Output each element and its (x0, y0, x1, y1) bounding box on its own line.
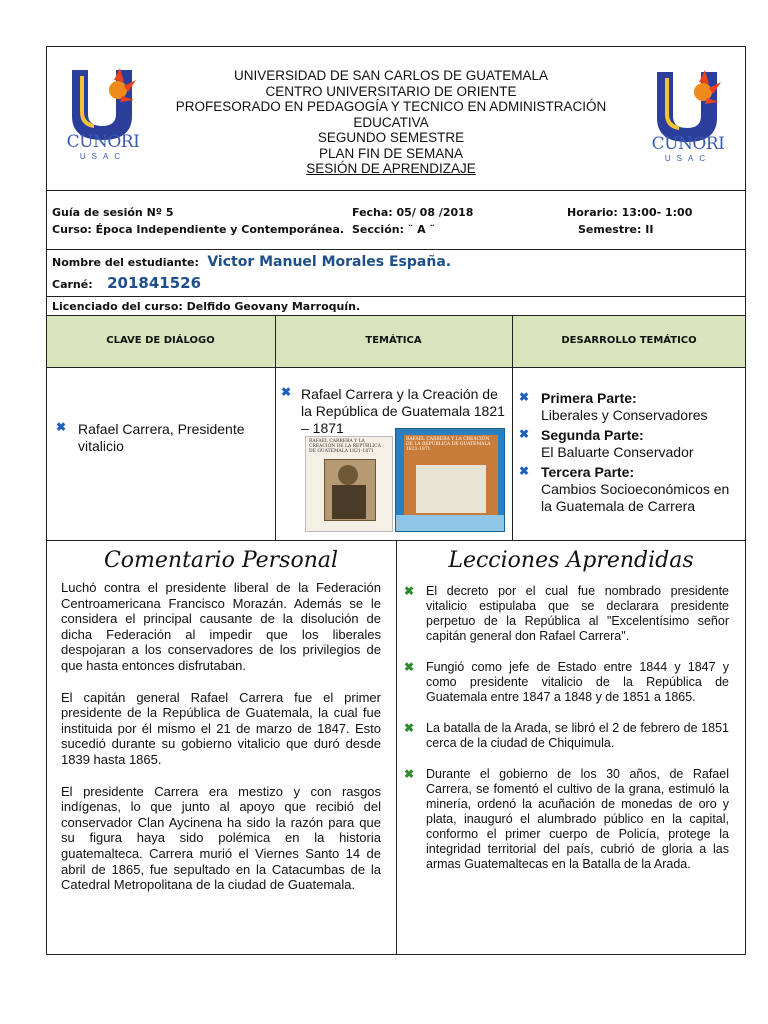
desarrollo-item (519, 464, 739, 515)
header-program-cont: EDUCATIVA (353, 114, 429, 130)
comentario-paragraph: Luchó contra el presidente liberal de la Federación Centroamericana Francisco Morazán. Además se le considera el principal causante de la disolución de dicha Federación al impedir que los liberales despojaran a los conservadores de los privilegios de que hasta entonces disfrutaban. (61, 580, 381, 673)
desarrollo-item-text: El Baluarte Conservador (541, 444, 694, 460)
comentario-paragraph: El presidente Carrera era mestizo y con rasgos indígenas, lo que junto al apoyo que recibió del conservador Clan Aycinena ha sido la razón para que su figura haya sido polémica en la historia guatemalteca. Carrera murió el Viernes Santo 14 de abril de 1865, fue sepultado en la Catacumbas de la Catedral Metropolitana de la ciudad de Guatemala. (61, 783, 381, 893)
logo-text-left: CUNORI (66, 132, 140, 152)
desarrollo-item-title: Segunda Parte: (541, 427, 644, 443)
book-title: RAFAEL CARRERA Y LA CREACIÓN DE LA REPÚBLICA DE GUATEMALA 1821-1871 (406, 437, 491, 452)
logo-text-right: CUNORI (651, 134, 725, 154)
curso-label: Curso: Época Independiente y Contemporánea. (52, 223, 345, 236)
carne-row (52, 274, 201, 293)
header-text (150, 68, 632, 177)
student-name-row (52, 253, 451, 271)
comentario-paragraph: El capitán general Rafael Carrera fue el primer presidente de la República de Guatemala, la cual fue instituida por él mismo el 21 de marzo de 1847. Esto sucedió durante su gobierno vitalicio que duró desde 1839 hasta 1865. (61, 689, 381, 767)
bottom-divider (396, 540, 397, 955)
x-bullet-icon: ✖ (519, 427, 530, 441)
desarrollo-item (519, 427, 739, 461)
header-session: SESIÓN DE APRENDIZAJE (306, 161, 476, 176)
header-university: UNIVERSIDAD DE SAN CARLOS DE GUATEMALA (233, 68, 549, 83)
header-plan: PLAN FIN DE SEMANA (318, 145, 464, 161)
comentario-title: Comentario Personal (103, 548, 339, 573)
semestre-label: Semestre: II (578, 223, 654, 236)
lecciones-title: Lecciones Aprendidas (448, 548, 694, 573)
leccion-item (404, 721, 729, 751)
logo-subtext-right: USAC (664, 154, 712, 163)
x-bullet-icon: ✖ (56, 420, 67, 434)
logo-subtext-left: USAC (79, 152, 127, 161)
header-program: PROFESORADO EN PEDAGOGÍA Y TECNICO EN ADMINISTRACIÓN (175, 99, 607, 114)
leccion-text: La batalla de la Arada, se libró el 2 de febrero de 1851 cerca de la ciudad de Chiquimula. (426, 721, 729, 750)
desarrollo-item-text: Cambios Socioeconómicos en la Guatemala de Carrera (541, 481, 730, 514)
cunori-logo-left (58, 66, 148, 162)
cunori-logo-right (643, 68, 733, 164)
x-bullet-icon: ✖ (519, 464, 530, 478)
clave-text: Rafael Carrera, Presidente vitalicio (78, 421, 245, 454)
desarrollo-item-title: Primera Parte: (541, 390, 637, 406)
guia-label: Guía de sesión Nº 5 (52, 206, 174, 219)
carne-value: 201841526 (107, 274, 202, 292)
seccion-label: Sección: ¨ A ¨ (352, 223, 435, 236)
comentario-body (61, 580, 381, 893)
x-bullet-icon: ✖ (519, 390, 530, 404)
desarrollo-item (519, 390, 739, 424)
fecha-label: Fecha: 05/ 08 /2018 (352, 206, 474, 219)
desarrollo-list (519, 390, 739, 515)
x-bullet-icon: ✖ (404, 721, 415, 735)
leccion-text: Fungió como jefe de Estado entre 1844 y 1847 y como presidente vitalicio de la República de Guatemala entre 1847 a 1848 y de 1851 a 1865. (426, 660, 729, 704)
lecciones-list (404, 584, 729, 872)
x-bullet-icon: ✖ (404, 660, 415, 674)
leccion-item (404, 660, 729, 705)
book-cover-image (305, 436, 393, 532)
x-bullet-icon: ✖ (404, 767, 415, 781)
header-clave: CLAVE DE DIÁLOGO (106, 335, 215, 346)
book-cover-image (395, 428, 505, 532)
desarrollo-item-title: Tercera Parte: (541, 464, 635, 480)
leccion-item (404, 767, 729, 872)
student-name-label: Nombre del estudiante: (52, 256, 199, 269)
tematica-text: Rafael Carrera y la Creación de la República de Guatemala 1821 – 1871 (301, 386, 505, 436)
info-box (46, 190, 746, 250)
header-desarrollo: DESARROLLO TEMÁTICO (561, 335, 697, 346)
leccion-text: El decreto por el cual fue nombrado presidente vitalicio estipulaba que se declarara presidente perpetuo de la República al "Excelentísimo señor capitán general don Rafael Carrera". (426, 584, 729, 643)
student-name-value: Victor Manuel Morales España. (207, 254, 452, 270)
horario-label: Horario: 13:00- 1:00 (567, 206, 693, 219)
leccion-text: Durante el gobierno de los 30 años, de Rafael Carrera, se fomentó el cultivo de la grana, estimuló la minería, ordenó la acuñación de monedas de oro y plata, inauguró el alumbrado público en la capital, conformo el primer cuerpo de Policía, protege la integridad territorial del país, cubrió de gloria a las armas Guatemaltecas en la Batalla de la Arada. (426, 767, 729, 871)
leccion-item (404, 584, 729, 644)
desarrollo-item-text: Liberales y Conservadores (541, 407, 708, 423)
header-semester: SEGUNDO SEMESTRE (317, 130, 465, 145)
licenciado-label: Licenciado del curso: Delfido Geovany Marroquín. (52, 300, 361, 313)
header-tematica: TEMÁTICA (365, 335, 422, 346)
carne-label: Carné: (52, 278, 93, 291)
header-center: CENTRO UNIVERSITARIO DE ORIENTE (265, 83, 517, 99)
x-bullet-icon: ✖ (281, 385, 292, 399)
x-bullet-icon: ✖ (404, 584, 415, 598)
book-title: RAFAEL CARRERA Y LA CREACIÓN DE LA REPÚBLICA DE GUATEMALA 1821-1871 (309, 439, 381, 454)
